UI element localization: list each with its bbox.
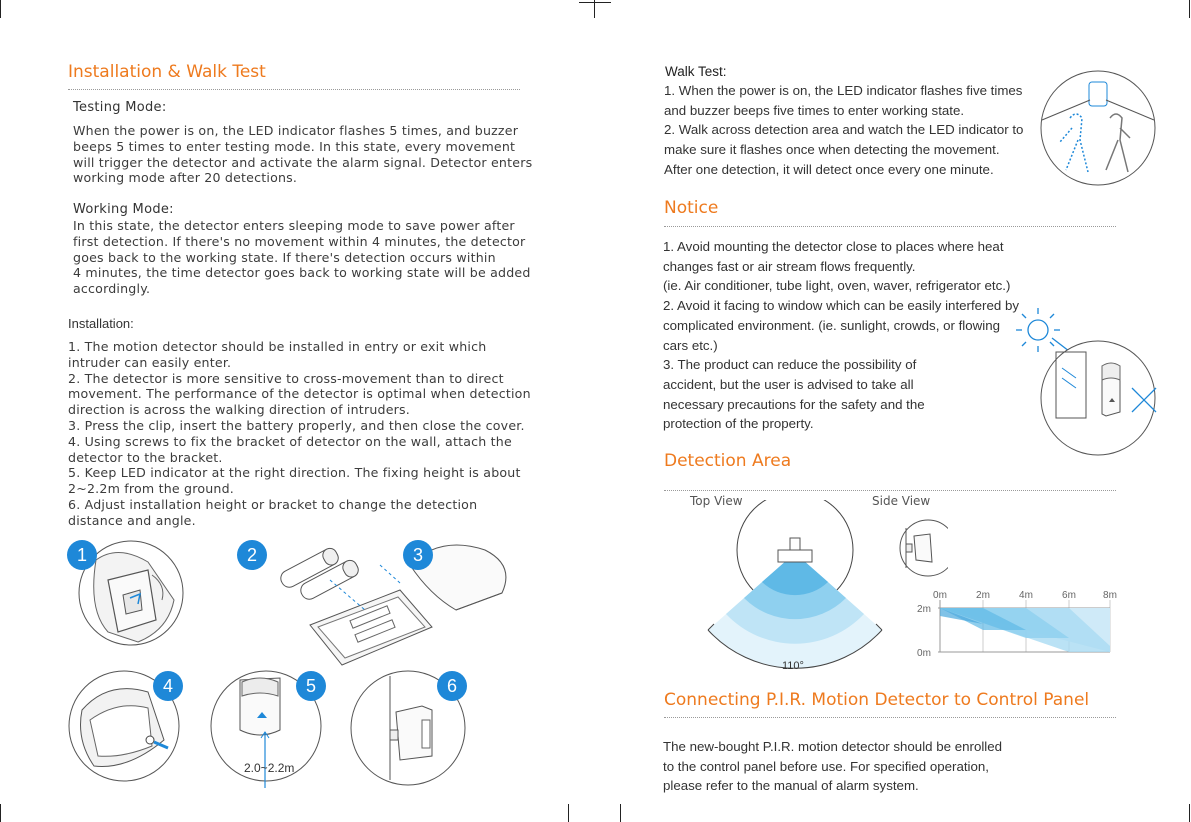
list-item: 6. Adjust installation height or bracket to change the detection distance and angle. bbox=[68, 496, 478, 528]
list-item: 4. Using screws to fix the bracket of detector on the wall, attach the detector to the bracket. bbox=[68, 433, 512, 465]
working-mode-heading: Working Mode: bbox=[73, 202, 174, 217]
detection-area-title: Detection Area bbox=[664, 451, 792, 471]
installation-list bbox=[68, 339, 568, 529]
top-view-diagram bbox=[700, 500, 890, 680]
notice-divider bbox=[664, 226, 1116, 227]
connecting-text: The new-bought P.I.R. motion detector should be enrolled to the control panel before use. For specified operation, please refer to the manual of alarm system. bbox=[663, 739, 1003, 794]
testing-mode-heading: Testing Mode: bbox=[73, 100, 167, 115]
x-tick-label: 4m bbox=[1019, 590, 1033, 601]
y-tick-label: 2m bbox=[917, 604, 931, 615]
step-2-3-illustration bbox=[270, 535, 520, 680]
notice-window-illustration bbox=[1016, 308, 1166, 456]
step-badge: 3 bbox=[403, 540, 433, 570]
page-title: Installation & Walk Test bbox=[68, 62, 266, 82]
crop-mark bbox=[568, 804, 569, 822]
step-badge: 6 bbox=[437, 671, 467, 701]
step-badge: 5 bbox=[296, 671, 326, 701]
step-badge: 4 bbox=[153, 671, 183, 701]
testing-mode-text: When the power is on, the LED indicator flashes 5 times, and buzzer beeps 5 times to enter testing mode. In this state, every movement will trigger the detector and activate the alarm signal. Detector enters working mode after 20 detections. bbox=[73, 123, 533, 186]
list-item: 5. Keep LED indicator at the right direction. The fixing height is about 2~2.2m from the ground. bbox=[68, 465, 521, 497]
x-tick-label: 2m bbox=[976, 590, 990, 601]
list-item: 1. The motion detector should be installed in entry or exit which intruder can easily enter. bbox=[68, 339, 487, 370]
step-badge: 1 bbox=[67, 540, 97, 570]
working-mode-text: In this state, the detector enters sleeping mode to save power after first detection. If there's no movement within 4 minutes, the detector goes back to the working state. If there's detection occurs within 4 minutes, the time detector goes back to working state will be added accordingly. bbox=[73, 218, 531, 297]
crop-mark bbox=[0, 804, 1, 822]
height-label: 2.0~2.2m bbox=[244, 761, 295, 775]
notice-title: Notice bbox=[664, 198, 719, 218]
notice-text: 1. Avoid mounting the detector close to places where heat changes fast or air stream flows frequently. (ie. Air conditioner, tube light, oven, waver, refrigerator etc.) 2. Avoid it facing to window which can be easily interfered by complicated environment. (ie. sunlight, crowds, or flowing cars etc.) 3. The product can reduce the possibility of accident, but the user is advised to take all necessary precautions for the safety and the protection of the property. bbox=[663, 239, 1020, 432]
connecting-title: Connecting P.I.R. Motion Detector to Control Panel bbox=[664, 690, 1090, 710]
connecting-divider bbox=[664, 717, 1116, 718]
side-view-chart bbox=[910, 586, 1122, 658]
crop-mark bbox=[620, 804, 621, 822]
walk-test-illustration bbox=[1040, 70, 1156, 186]
walk-test-text: 1. When the power is on, the LED indicator flashes five times and buzzer beeps five times to enter working state. 2. Walk across detection area and watch the LED indicator to make sure it flashes once when detecting the movement. After one detection, it will detect once every one minute. bbox=[664, 83, 1024, 177]
title-divider bbox=[68, 89, 520, 90]
x-tick-label: 0m bbox=[933, 590, 947, 601]
angle-label: 110° bbox=[782, 660, 804, 672]
installation-heading: Installation: bbox=[68, 316, 134, 331]
side-view-label: Side View bbox=[872, 494, 931, 508]
crop-mark bbox=[579, 2, 611, 3]
detection-divider bbox=[664, 490, 1116, 491]
side-view-detector bbox=[898, 518, 948, 580]
top-view-label: Top View bbox=[690, 494, 743, 508]
y-tick-label: 0m bbox=[917, 648, 931, 658]
walk-test-heading: Walk Test: bbox=[665, 64, 727, 79]
crop-mark bbox=[1189, 804, 1190, 822]
step-badge: 2 bbox=[237, 540, 267, 570]
x-tick-label: 8m bbox=[1103, 590, 1117, 601]
list-item: 3. Press the clip, insert the battery properly, and then close the cover. bbox=[68, 417, 525, 433]
crop-mark bbox=[1189, 0, 1190, 18]
crop-mark bbox=[0, 0, 1, 18]
x-tick-label: 6m bbox=[1062, 590, 1076, 601]
list-item: 2. The detector is more sensitive to cross-movement than to direct movement. The performance of the detector is optimal when detection direction is across the walking direction of intruders. bbox=[68, 370, 531, 418]
